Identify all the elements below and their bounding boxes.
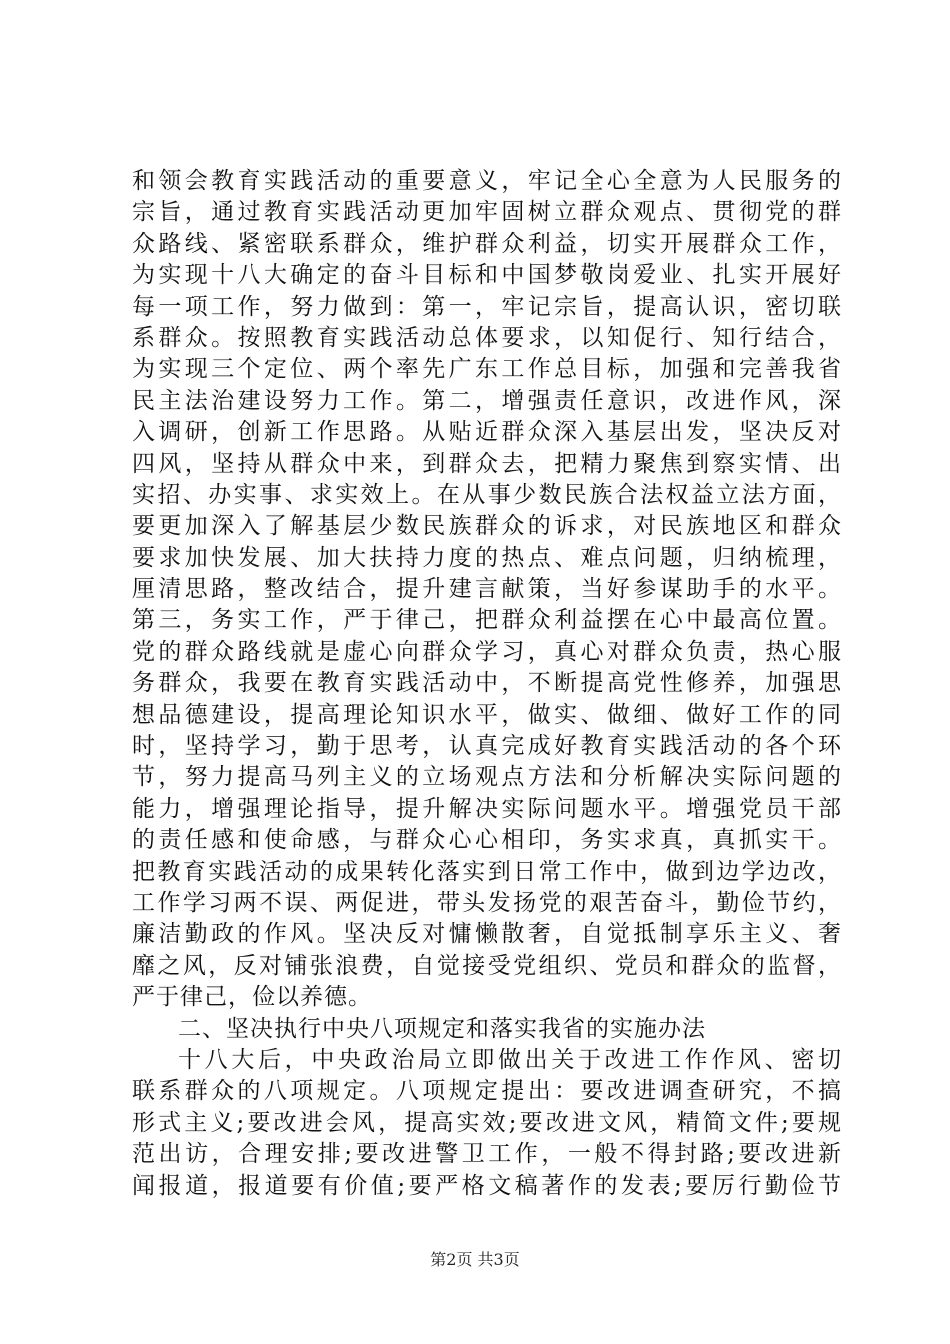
- paragraph-line-24: 工作学习两不误、两促进，带头发扬党的艰苦奋斗，勤俭节约，: [132, 889, 842, 916]
- paragraph-line-5: 每一项工作，努力做到：第一，牢记宗旨，提高认识，密切联: [132, 293, 842, 320]
- paragraph-line-18: 想品德建设，提高理论知识水平，做实、做细、做好工作的同: [132, 701, 842, 728]
- paragraph-line-25: 廉洁勤政的作风。坚决反对慵懒散奢，自觉抵制享乐主义、奢: [132, 921, 842, 948]
- section-heading: 二、坚决执行中央八项规定和落实我省的实施办法: [178, 1015, 706, 1042]
- paragraph-line-1: 和领会教育实践活动的重要意义，牢记全心全意为人民服务的: [132, 168, 842, 194]
- paragraph-line-27: 严于律己，俭以养德。: [132, 984, 372, 1011]
- section-line-1: 十八大后，中央政治局立即做出关于改进工作作风、密切: [178, 1046, 842, 1073]
- paragraph-line-6: 系群众。按照教育实践活动总体要求，以知促行、知行结合，: [132, 324, 842, 351]
- paragraph-line-14: 厘清思路，整改结合，提升建言献策，当好参谋助手的水平。: [132, 576, 842, 603]
- document-body: [132, 166, 842, 1202]
- paragraph-line-16: 党的群众路线就是虚心向群众学习，真心对群众负责，热心服: [132, 638, 842, 665]
- paragraph-line-20: 节，努力提高马列主义的立场观点方法和分析解决实际问题的: [132, 764, 842, 791]
- section-line-4: 范出访，合理安排;要改进警卫工作，一般不得封路;要改进新: [132, 1141, 842, 1168]
- page-number-footer: 第2页 共3页: [430, 1250, 520, 1269]
- paragraph-line-2: 宗旨，通过教育实践活动更加牢固树立群众观点、贯彻党的群: [132, 199, 842, 226]
- paragraph-line-3: 众路线、紧密联系群众，维护群众利益，切实开展群众工作，: [132, 230, 842, 257]
- paragraph-line-7: 为实现三个定位、两个率先广东工作总目标，加强和完善我省: [132, 356, 842, 383]
- paragraph-line-13: 要求加快发展、加大扶持力度的热点、难点问题，归纳梳理，: [132, 544, 842, 571]
- paragraph-line-22: 的责任感和使命感，与群众心心相印，务实求真，真抓实干。: [132, 827, 842, 854]
- paragraph-line-19: 时，坚持学习，勤于思考，认真完成好教育实践活动的各个环: [132, 733, 842, 760]
- paragraph-line-11: 实招、办实事、求实效上。在从事少数民族合法权益立法方面，: [132, 481, 842, 508]
- paragraph-line-21: 能力，增强理论指导，提升解决实际问题水平。增强党员干部: [132, 795, 842, 822]
- paragraph-line-4: 为实现十八大确定的奋斗目标和中国梦敬岗爱业、扎实开展好: [132, 262, 842, 289]
- section-line-2: 联系群众的八项规定。八项规定提出：要改进调查研究，不搞: [132, 1078, 842, 1105]
- paragraph-line-10: 四风，坚持从群众中来，到群众去，把精力聚焦到察实情、出: [132, 450, 842, 477]
- paragraph-line-12: 要更加深入了解基层少数民族群众的诉求，对民族地区和群众: [132, 513, 842, 540]
- section-line-5: 闻报道，报道要有价值;要严格文稿著作的发表;要厉行勤俭节: [132, 1172, 842, 1199]
- paragraph-line-8: 民主法治建设努力工作。第二，增强责任意识，改进作风，深: [132, 387, 842, 414]
- section-line-3: 形式主义;要改进会风，提高实效;要改进文风，精简文件;要规: [132, 1109, 842, 1136]
- paragraph-line-15: 第三，务实工作，严于律己，把群众利益摆在心中最高位置。: [132, 607, 842, 634]
- paragraph-line-17: 务群众，我要在教育实践活动中，不断提高党性修养，加强思: [132, 670, 842, 697]
- paragraph-line-26: 靡之风，反对铺张浪费，自觉接受党组织、党员和群众的监督，: [132, 952, 842, 979]
- paragraph-line-23: 把教育实践活动的成果转化落实到日常工作中，做到边学边改，: [132, 858, 842, 885]
- paragraph-line-9: 入调研，创新工作思路。从贴近群众深入基层出发，坚决反对: [132, 419, 842, 446]
